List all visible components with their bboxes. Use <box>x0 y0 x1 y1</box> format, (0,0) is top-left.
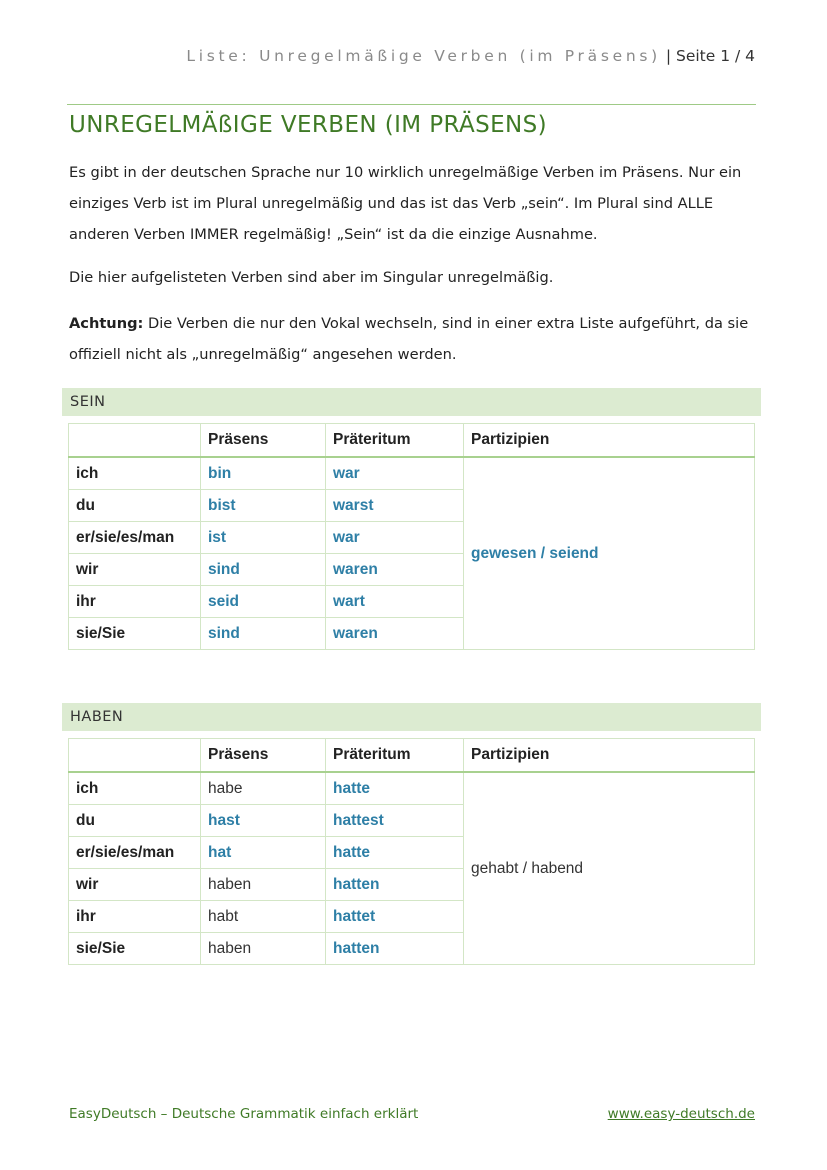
praeteritum-cell: waren <box>326 554 464 586</box>
praeteritum-cell: waren <box>326 618 464 650</box>
table-row <box>69 772 755 805</box>
praesens-cell: ist <box>201 522 326 554</box>
intro-paragraph-2: Die hier aufgelisteten Verben sind aber im Singular unregelmäßig. <box>69 269 554 286</box>
table-row <box>69 457 755 490</box>
table-header-row <box>69 424 755 458</box>
header-praesens: Präsens <box>201 424 326 458</box>
praeteritum-cell: war <box>326 522 464 554</box>
praeteritum-cell: hatte <box>326 772 464 805</box>
header-praesens: Präsens <box>201 739 326 773</box>
list-title: Liste: Unregelmäßige Verben (im Präsens) <box>186 47 661 65</box>
footer-website-link[interactable]: www.easy-deutsch.de <box>607 1106 755 1122</box>
note-paragraph <box>69 308 759 370</box>
praeteritum-cell: hatten <box>326 933 464 965</box>
header-praeteritum: Präteritum <box>326 424 464 458</box>
person-cell: du <box>69 805 201 837</box>
praesens-cell: seid <box>201 586 326 618</box>
person-cell: ich <box>69 772 201 805</box>
header-blank <box>69 424 201 458</box>
header-partizipien: Partizipien <box>464 739 755 773</box>
praeteritum-cell: hatte <box>326 837 464 869</box>
person-cell: ihr <box>69 901 201 933</box>
praesens-cell: haben <box>201 869 326 901</box>
note-text: Die Verben die nur den Vokal wechseln, sind in einer extra Liste aufgeführt, da sie offiziell nicht als „unregelmäßig“ angesehen werden. <box>69 315 749 363</box>
partizipien-cell: gehabt / habend <box>464 772 755 965</box>
person-cell: ich <box>69 457 201 490</box>
praeteritum-cell: hattest <box>326 805 464 837</box>
praeteritum-cell: hattet <box>326 901 464 933</box>
praesens-cell: hast <box>201 805 326 837</box>
title-rule <box>67 104 756 105</box>
page-header <box>186 47 755 65</box>
person-cell: wir <box>69 869 201 901</box>
section-heading-haben: HABEN <box>62 703 761 731</box>
praeteritum-cell: wart <box>326 586 464 618</box>
person-cell: er/sie/es/man <box>69 837 201 869</box>
header-partizipien: Partizipien <box>464 424 755 458</box>
verb-table-sein <box>68 423 755 650</box>
section-heading-sein: SEIN <box>62 388 761 416</box>
header-praeteritum: Präteritum <box>326 739 464 773</box>
partizipien-cell: gewesen / seiend <box>464 457 755 650</box>
praesens-cell: habt <box>201 901 326 933</box>
person-cell: ihr <box>69 586 201 618</box>
praeteritum-cell: war <box>326 457 464 490</box>
note-label: Achtung: <box>69 315 144 332</box>
praesens-cell: sind <box>201 618 326 650</box>
person-cell: du <box>69 490 201 522</box>
verb-table-haben <box>68 738 755 965</box>
header-blank <box>69 739 201 773</box>
praeteritum-cell: hatten <box>326 869 464 901</box>
person-cell: wir <box>69 554 201 586</box>
praesens-cell: hat <box>201 837 326 869</box>
praeteritum-cell: warst <box>326 490 464 522</box>
praesens-cell: bin <box>201 457 326 490</box>
person-cell: er/sie/es/man <box>69 522 201 554</box>
footer-tagline: EasyDeutsch – Deutsche Grammatik einfach erklärt <box>69 1106 419 1122</box>
praesens-cell: bist <box>201 490 326 522</box>
intro-paragraph-1: Es gibt in der deutschen Sprache nur 10 wirklich unregelmäßige Verben im Präsens. Nur ein einziges Verb ist im Plural unregelmäßig und das ist das Verb „sein“. Im Plural sind ALLE anderen Verben IMMER regelmäßig! „Sein“ ist da die einzige Ausnahme. <box>69 164 742 243</box>
table-header-row <box>69 739 755 773</box>
praesens-cell: habe <box>201 772 326 805</box>
document-title: UNREGELMÄßIGE VERBEN (IM PRÄSENS) <box>69 112 547 138</box>
praesens-cell: haben <box>201 933 326 965</box>
person-cell: sie/Sie <box>69 618 201 650</box>
person-cell: sie/Sie <box>69 933 201 965</box>
praesens-cell: sind <box>201 554 326 586</box>
page-number: | Seite 1 / 4 <box>665 47 755 65</box>
